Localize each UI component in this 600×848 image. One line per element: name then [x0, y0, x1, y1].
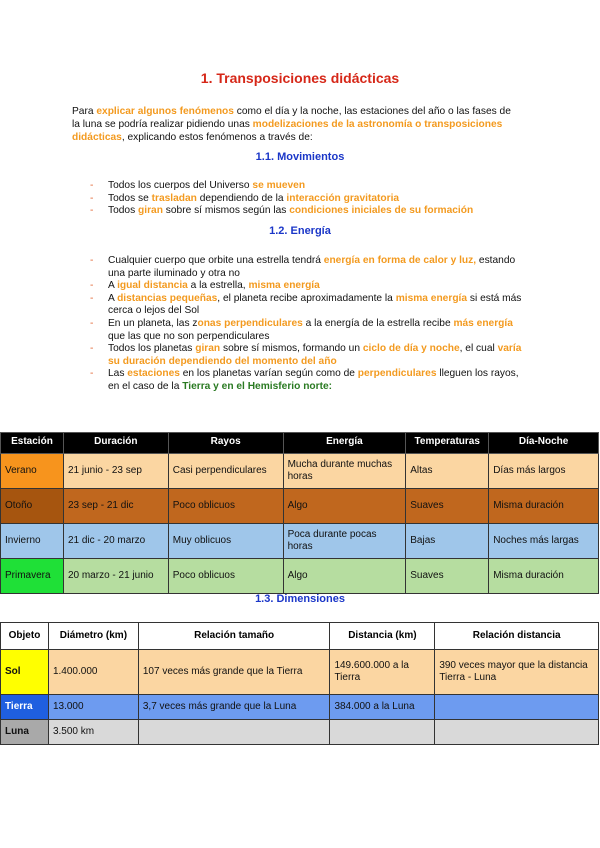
table-cell: 21 dic - 20 marzo — [63, 524, 168, 559]
energia-item: - En un planeta, las zonas perpendiculares a la energía de la estrella recibe más energía que las que no son perpendiculares — [90, 317, 513, 342]
table-cell: Poco oblicuos — [168, 489, 283, 524]
bullet-dash: - — [90, 292, 94, 304]
table-cell: 107 veces más grande que la Tierra — [138, 650, 330, 695]
table-cell: Casi perpendiculares — [168, 454, 283, 489]
season-row — [1, 524, 599, 559]
table-cell: Poca durante pocas horas — [283, 524, 406, 559]
bullet-dash: - — [90, 317, 94, 329]
row-label-cell: Primavera — [1, 559, 64, 594]
movimientos-item: - Todos se trasladan dependiendo de la interacción gravitatoria — [90, 192, 400, 204]
column-header: Distancia (km) — [330, 623, 435, 650]
bullet-dash: - — [90, 280, 94, 292]
column-header: Temperaturas — [406, 433, 489, 454]
table-cell: Días más largos — [489, 454, 599, 489]
table-cell — [138, 720, 330, 745]
row-label-cell: Otoño — [1, 489, 64, 524]
energia-item: - Todos los planetas giran sobre sí mismos, formando un ciclo de día y noche, el cual varía su duración dependiendo del momento del año — [90, 343, 522, 367]
movimientos-item: - Todos giran sobre sí mismos según las condiciones iniciales de su formación — [90, 205, 474, 217]
row-label-cell: Sol — [1, 650, 49, 695]
section-title-movimientos: 1.1. Movimientos — [255, 151, 345, 163]
row-label-cell: Luna — [1, 720, 49, 745]
bullet-dash: - — [90, 205, 94, 217]
table-cell: 23 sep - 21 dic — [63, 489, 168, 524]
column-header: Relación distancia — [435, 623, 599, 650]
table-cell: Algo — [283, 559, 406, 594]
seasons-table — [0, 432, 599, 594]
table-cell — [330, 720, 435, 745]
table-cell: Suaves — [406, 489, 489, 524]
bullet-dash: - — [90, 192, 94, 204]
intro-paragraph: Para explicar algunos fenómenos como el día y la noche, las estaciones del año o las fases de la luna se podría realizar pidiendo unas modelizaciones de la astronomía o transposiciones didácticas, explicando estos fenómenos a través de: — [72, 106, 511, 143]
table-cell: Noches más largas — [489, 524, 599, 559]
dimension-row — [1, 720, 599, 745]
season-row — [1, 489, 599, 524]
table-cell: Misma duración — [489, 489, 599, 524]
page-title: 1. Transposiciones didácticas — [200, 70, 400, 86]
column-header: Objeto — [1, 623, 49, 650]
column-header: Diámetro (km) — [48, 623, 138, 650]
row-label-cell: Tierra — [1, 695, 49, 720]
table-cell: 13.000 — [48, 695, 138, 720]
table-cell: 384.000 a la Luna — [330, 695, 435, 720]
table-cell: 3,7 veces más grande que la Luna — [138, 695, 330, 720]
bullet-dash: - — [90, 343, 94, 355]
energia-list — [90, 255, 530, 394]
dimensions-table — [0, 622, 599, 745]
season-row — [1, 559, 599, 594]
row-label-cell: Invierno — [1, 524, 64, 559]
movimientos-list — [90, 180, 530, 218]
season-row — [1, 454, 599, 489]
table-cell: Poco oblicuos — [168, 559, 283, 594]
table-cell: Mucha durante muchas horas — [283, 454, 406, 489]
dimension-row — [1, 695, 599, 720]
column-header: Día-Noche — [489, 433, 599, 454]
table-cell — [435, 695, 599, 720]
table-cell: Bajas — [406, 524, 489, 559]
energia-item: - Las estaciones en los planetas varían según como de perpendiculares lleguen los rayos, en el caso de la Tierra y en el Hemisferio norte: — [90, 368, 519, 392]
dimensions-table-header — [1, 623, 599, 650]
table-cell: 21 junio - 23 sep — [63, 454, 168, 489]
column-header: Energía — [283, 433, 406, 454]
table-cell: 3.500 km — [48, 720, 138, 745]
column-header: Rayos — [168, 433, 283, 454]
seasons-table-header — [1, 433, 599, 454]
column-header: Duración — [63, 433, 168, 454]
table-cell: 1.400.000 — [48, 650, 138, 695]
row-label-cell: Verano — [1, 454, 64, 489]
energia-item: - Cualquier cuerpo que orbite una estrella tendrá energía en forma de calor y luz, estando una parte iluminado y otra no — [90, 255, 516, 279]
column-header: Estación — [1, 433, 64, 454]
table-cell: Misma duración — [489, 559, 599, 594]
table-cell: 390 veces mayor que la distancia Tierra - Luna — [435, 650, 599, 695]
table-cell: Suaves — [406, 559, 489, 594]
table-cell: Muy oblicuos — [168, 524, 283, 559]
table-cell: 20 marzo - 21 junio — [63, 559, 168, 594]
bullet-dash: - — [90, 368, 94, 380]
section-title-energia: 1.2. Energía — [269, 225, 331, 237]
table-cell: Altas — [406, 454, 489, 489]
bullet-dash: - — [90, 255, 94, 266]
movimientos-item: - Todos los cuerpos del Universo se mueven — [90, 180, 306, 191]
table-cell: 149.600.000 a la Tierra — [330, 650, 435, 695]
section-title-dimensiones: 1.3. Dimensiones — [255, 593, 345, 605]
bullet-dash: - — [90, 180, 94, 191]
table-cell — [435, 720, 599, 745]
table-cell: Algo — [283, 489, 406, 524]
dimension-row — [1, 650, 599, 695]
column-header: Relación tamaño — [138, 623, 330, 650]
energia-item: - A distancias pequeñas, el planeta recibe aproximadamente la misma energía si está más cerca o lejos del Sol — [90, 292, 522, 317]
energia-item: - A igual distancia a la estrella, misma energía — [90, 280, 320, 292]
